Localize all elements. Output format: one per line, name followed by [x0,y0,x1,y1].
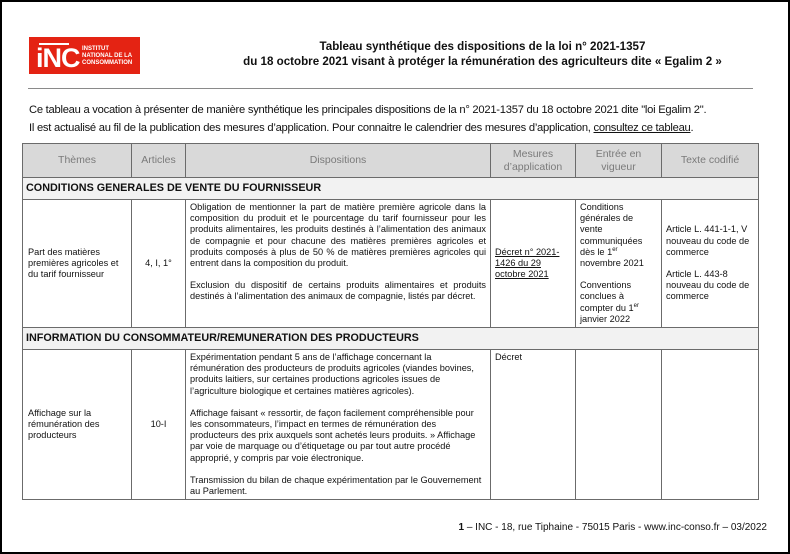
logo-mark: iNC [36,43,80,73]
article-cell: 4, I, 1° [132,200,186,328]
disposition-paragraph: Exclusion du dispositif de certains produits alimentaires et produits destinés à l’alimentation des animaux de compagnie, listés par décret. [190,280,486,302]
footer-text: – INC - 18, rue Tiphaine - 75015 Paris - www.inc-conso.fr – 03/2022 [464,522,767,533]
col-header-entree: Entrée en vigueur [576,144,662,178]
entree-text: Conditions générales de vente communiquées dès le 1 [580,202,643,257]
entree-cell [576,200,662,328]
section-title: INFORMATION DU CONSOMMATEUR/REMUNERATION DES PRODUCTEURS [23,328,759,350]
title-line-2: du 18 octobre 2021 visant à protéger la rémunération des agriculteurs dite « Egalim 2 » [243,55,722,68]
mesures-cell: Décret [491,350,576,500]
header-divider [28,88,753,89]
document-title [215,39,750,69]
disposition-paragraph: Transmission du bilan de chaque expérimentation par le Gouvernement au Parlement. [190,474,482,497]
intro-line-2-end: . [690,122,694,134]
section-title: CONDITIONS GENERALES DE VENTE DU FOURNISSEUR [23,178,759,200]
col-header-themes: Thèmes [23,144,132,178]
table-row [23,200,759,328]
col-header-dispositions: Dispositions [186,144,491,178]
inc-logo [29,37,140,74]
disposition-paragraph: Expérimentation pendant 5 ans de l’affichage concernant la rémunération des producteurs de produits agricoles (viandes bovines, produits laitiers, sur certaines productions agricoles issues de l’agriculture biologique et certaines matières agricoles). [190,352,474,396]
disposition-paragraph: Obligation de mentionner la part de matière première agricole dans la composition du produit et le pourcentage du tarif fournisseur pour les produits alimentaires, les produits destinés à l’alimentation des animaux de compagnie et pour chacune des matières premières agricoles et produits composés à plus de 50 % de matières premières agricoles qui entrent dans la composition du produit. [190,202,486,269]
entree-paragraph [580,280,657,325]
col-header-texte: Texte codifié [662,144,759,178]
theme-cell: Part des matières premières agricoles et du tarif fournisseur [23,200,132,328]
code-cell [662,350,759,500]
dispositions-table [22,143,759,500]
intro-text [29,101,706,137]
code-paragraph: Article L. 441-1-1, V nouveau du code de commerce [666,224,750,257]
code-cell [662,200,759,328]
disposition-paragraph: Affichage faisant « ressortir, de façon facilement compréhensible pour les consommateurs, l’impact en termes de rémunération des producteurs des prix auxquels sont achetés leurs produits. » Affichage par voie de marquage ou d’étiquetage ou par tout autre procédé approprié, y compris par voie électronique. [190,407,476,463]
table-row [23,350,759,500]
page-number: 1 [458,522,465,533]
logo-line-3: CONSOMMATION [82,60,133,66]
theme-cell: Affichage sur la rémunération des producteurs [23,350,132,500]
logo-line-1: INSTITUT [82,46,109,52]
calendar-link[interactable]: consultez ce tableau [593,122,691,134]
section-row [23,178,759,200]
page-footer [459,522,768,533]
entree-sup: er [612,246,618,253]
entree-sup: er [633,302,639,309]
title-line-1: Tableau synthétique des dispositions de la loi n° 2021-1357 [319,40,646,53]
code-paragraph: Article L. 443-8 nouveau du code de commerce [666,269,750,302]
section-row [23,328,759,350]
entree-text: Conventions conclues à compter du 1 [580,280,634,313]
decree-link[interactable]: Décret n° 2021-1426 du 29 octobre 2021 [495,246,560,280]
intro-line-2-text: Il est actualisé au fil de la publication des mesures d’application. Pour connaitre le calendrier des mesures d’application, [29,122,594,134]
logo-line-2: NATIONAL DE LA [82,53,133,59]
entree-paragraph [580,202,657,269]
logo-subtitle [82,46,132,67]
table-header-row [23,144,759,178]
entree-text-end: janvier 2022 [580,313,631,324]
intro-line-1: Ce tableau a vocation à présenter de manière synthétique les principales dispositions de la n° 2021-1357 du 18 octobre 2021 dite "loi Egalim 2". [29,104,707,116]
col-header-articles: Articles [132,144,186,178]
col-header-mesures: Mesures d’application [491,144,576,178]
entree-cell [576,350,662,500]
dispositions-cell [186,350,491,500]
mesures-cell [491,200,576,328]
article-cell: 10-I [132,350,186,500]
dispositions-cell [186,200,491,328]
intro-line-2 [29,119,706,137]
entree-text-end: novembre 2021 [580,258,644,269]
